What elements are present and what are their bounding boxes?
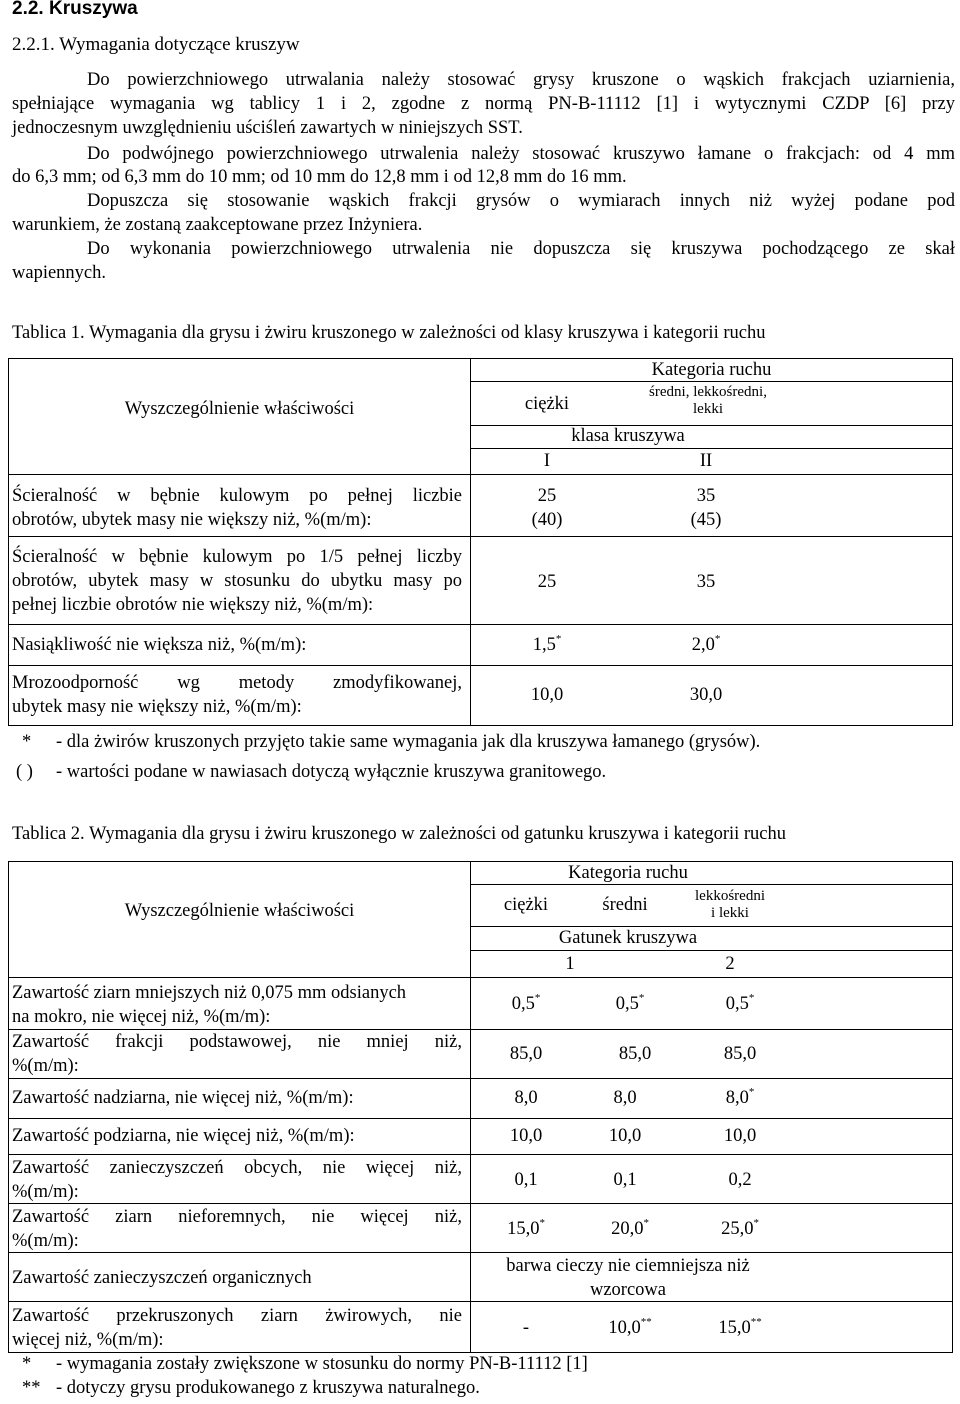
table1-header-heavy: ciężki [524, 394, 570, 414]
table1-caption: Tablica 1. Wymagania dla grysu i żwiru kruszonego w zależności od klasy kruszywa i kategorii ruchu [12, 323, 766, 343]
table1-class-2: II [699, 451, 713, 471]
section-title: 2.2. Kruszywa [12, 0, 138, 19]
table1-header-property: Wyszczególnienie właściwości [124, 399, 355, 419]
table2-header-light: lekkośredni i lekki [695, 888, 765, 921]
table1-header-class: klasa kruszywa [571, 426, 685, 446]
table1-header-category: Kategoria ruchu [651, 360, 772, 380]
table2-header-heavy: ciężki [503, 895, 549, 915]
subsection-title: 2.2.1. Wymagania dotyczące kruszyw [12, 34, 300, 55]
table2-grade-2: 2 [725, 954, 735, 974]
table1-class-1: I [543, 451, 551, 471]
table2-header-category: Kategoria ruchu [568, 863, 688, 883]
table2-header-grade: Gatunek kruszywa [558, 928, 698, 948]
table1-header-other: średni, lekkośredni, lekki [649, 384, 767, 417]
table2-header-medium: średni [602, 895, 648, 915]
table2-grade-1: 1 [565, 954, 575, 974]
table2-caption: Tablica 2. Wymagania dla grysu i żwiru kruszonego w zależności od gatunku kruszywa i kategorii ruchu [12, 824, 787, 844]
table2-header-property: Wyszczególnienie właściwości [124, 901, 355, 921]
